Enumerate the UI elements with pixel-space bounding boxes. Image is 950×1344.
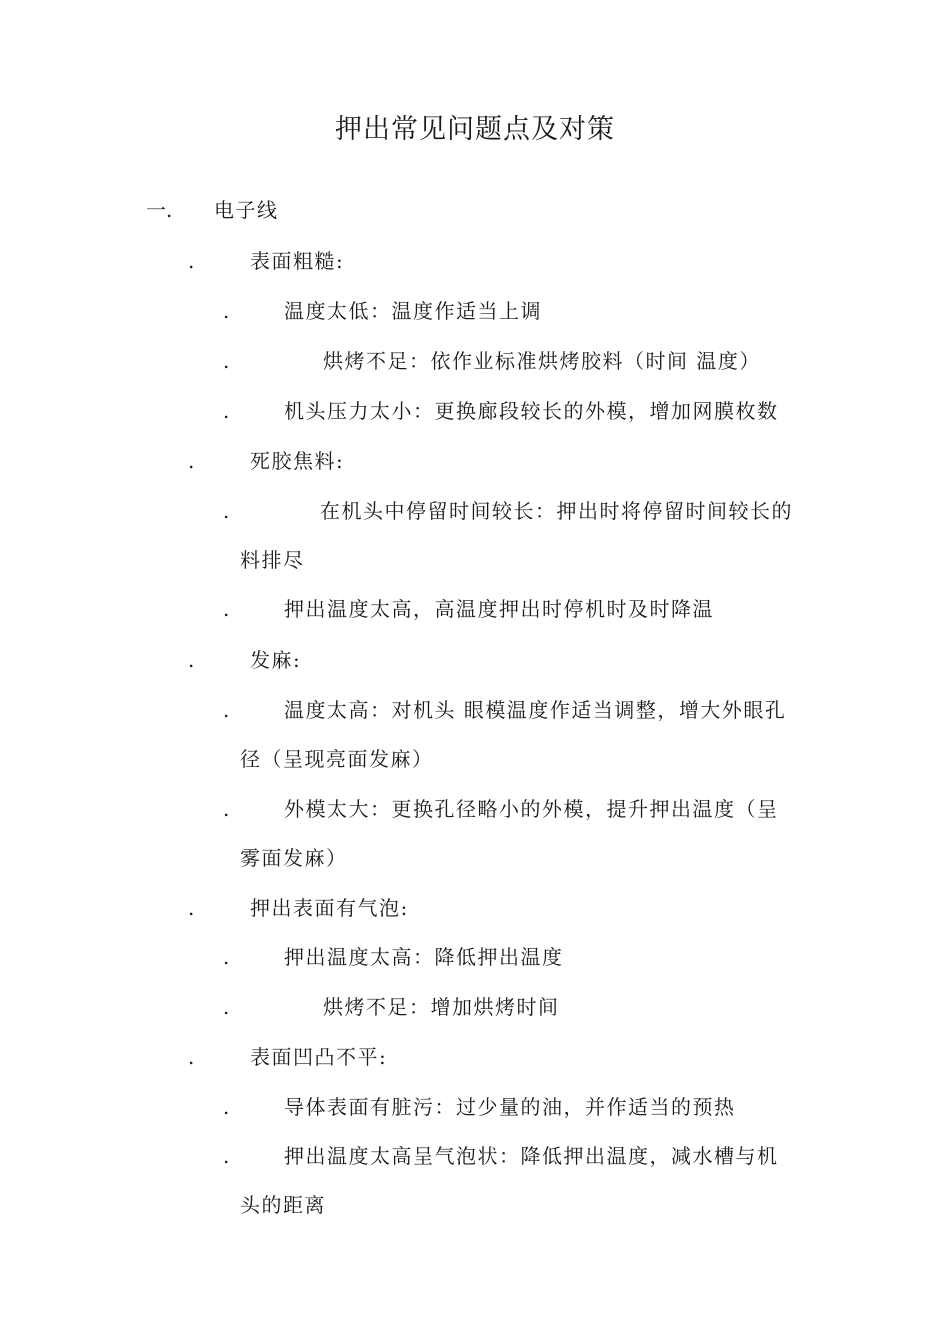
problem-bullet: .: [188, 1045, 195, 1069]
problem-bullet: .: [188, 896, 195, 920]
problem-heading: 表面粗糙:: [250, 249, 345, 273]
list-item-line-1: 在机头中停留时间较长：押出时将停留时间较长的: [320, 499, 793, 523]
item-bullet: .: [223, 499, 230, 523]
item-bullet: .: [223, 995, 230, 1019]
list-item-line-2: 径（呈现亮面发麻）: [240, 747, 434, 771]
item-bullet: .: [223, 597, 230, 621]
section-heading: 电子线: [214, 198, 279, 222]
problem-heading: 发麻:: [250, 648, 302, 672]
item-bullet: .: [223, 1095, 230, 1119]
list-item-line-2: 料排尽: [240, 548, 305, 572]
item-bullet: .: [223, 698, 230, 722]
list-item-line-2: 头的距离: [240, 1193, 326, 1217]
document-title: 押出常见问题点及对策: [335, 114, 615, 145]
item-bullet: .: [223, 299, 230, 323]
problem-bullet: .: [188, 648, 195, 672]
list-item: 烘烤不足：依作业标准烘烤胶料（时间 温度）: [323, 349, 761, 373]
list-item-line-2: 雾面发麻）: [240, 846, 348, 870]
problem-bullet: .: [188, 449, 195, 473]
section-number: 一.: [146, 198, 173, 222]
list-item-line-1: 外模太大：更换孔径略小的外模，提升押出温度（呈: [284, 797, 779, 821]
problem-heading: 押出表面有气泡:: [250, 896, 409, 920]
item-bullet: .: [223, 945, 230, 969]
list-item: 机头压力太小：更换廊段较长的外模，增加网膜枚数: [284, 399, 779, 423]
list-item: 烘烤不足：增加烘烤时间: [323, 995, 560, 1019]
list-item: 押出温度太高：降低押出温度: [284, 945, 564, 969]
problem-heading: 死胶焦料:: [250, 449, 345, 473]
item-bullet: .: [223, 399, 230, 423]
item-bullet: .: [223, 797, 230, 821]
list-item: 押出温度太高，高温度押出时停机时及时降温: [284, 597, 714, 621]
item-bullet: .: [223, 1144, 230, 1168]
problem-heading: 表面凹凸不平:: [250, 1045, 388, 1069]
list-item: 温度太低：温度作适当上调: [284, 299, 542, 323]
list-item-line-1: 押出温度太高呈气泡状：降低押出温度，减水槽与机: [284, 1144, 779, 1168]
list-item: 导体表面有脏污：过少量的油，并作适当的预热: [284, 1095, 736, 1119]
problem-bullet: .: [188, 249, 195, 273]
item-bullet: .: [223, 349, 230, 373]
list-item-line-1: 温度太高：对机头 眼模温度作适当调整，增大外眼孔: [284, 698, 787, 722]
